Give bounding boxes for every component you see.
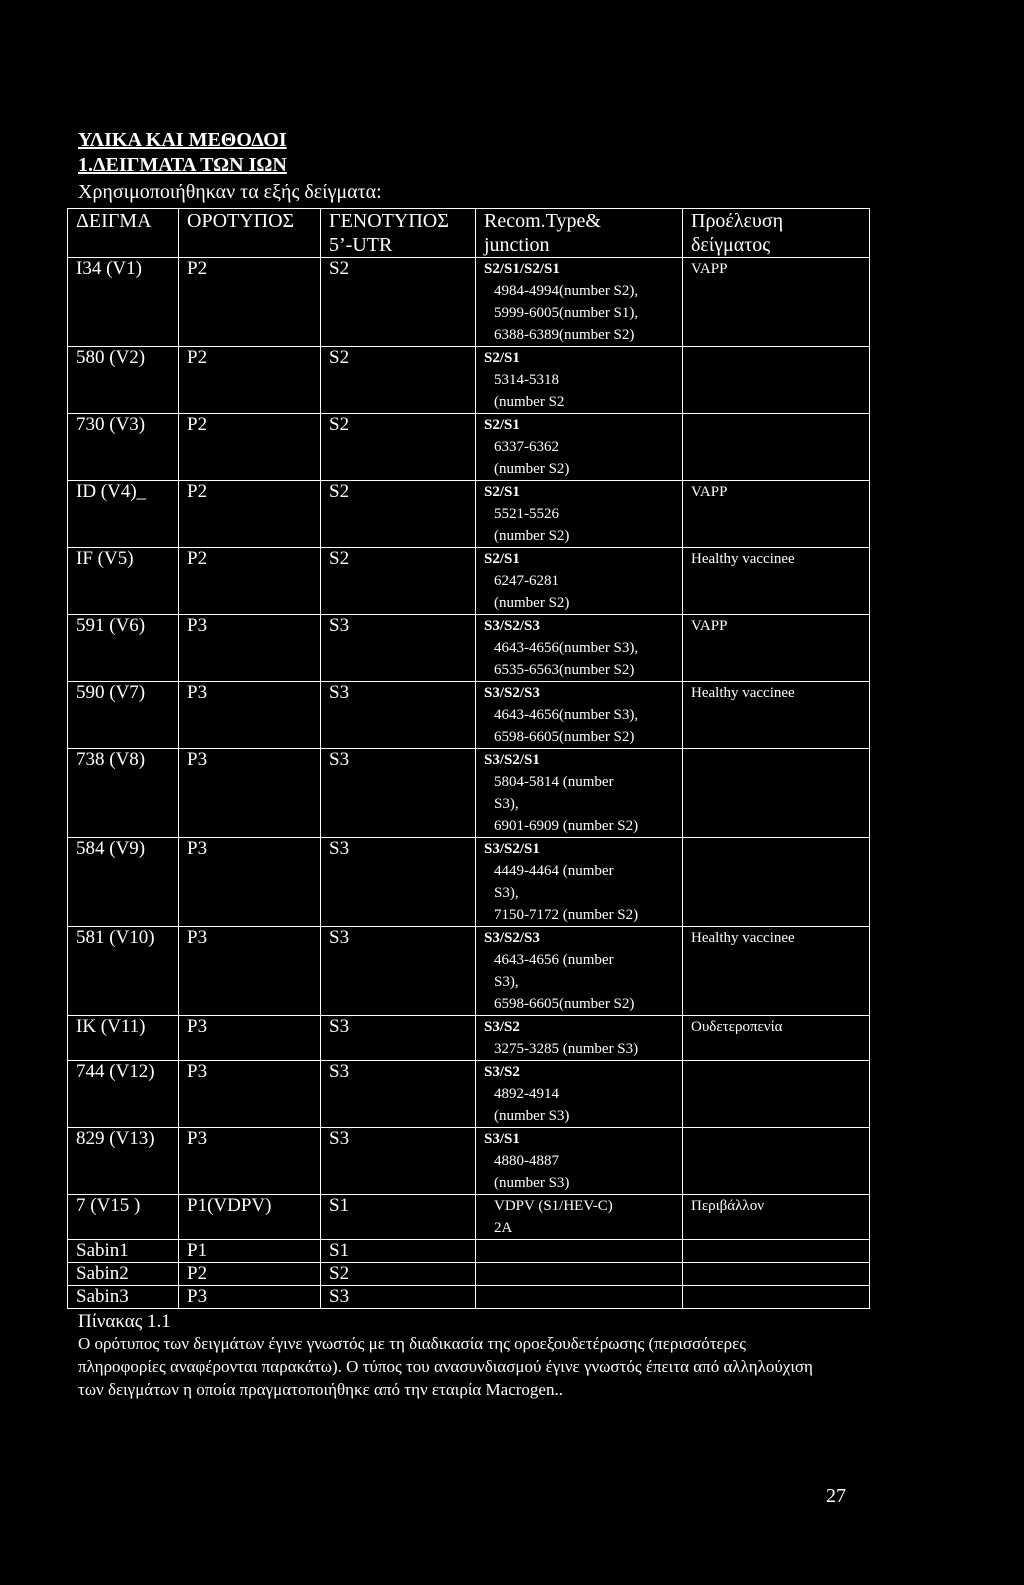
cell-sample: 584 (V9) bbox=[68, 838, 179, 927]
cell-sample: 580 (V2) bbox=[68, 347, 179, 414]
cell-genotype: S3 bbox=[321, 749, 476, 838]
table-row bbox=[68, 481, 870, 548]
table-row bbox=[68, 749, 870, 838]
cell-origin: Περιβάλλον bbox=[683, 1195, 870, 1240]
table-row bbox=[68, 1016, 870, 1061]
cell-serotype: P2 bbox=[179, 347, 321, 414]
cell-recombination bbox=[476, 927, 683, 1016]
cell-serotype: P3 bbox=[179, 615, 321, 682]
cell-serotype: P3 bbox=[179, 1286, 321, 1309]
cell-genotype: S3 bbox=[321, 1128, 476, 1195]
recombination-junction: 6247-6281 bbox=[494, 573, 559, 589]
recombination-junction: (number S2) bbox=[494, 528, 570, 544]
cell-recombination bbox=[476, 1286, 683, 1309]
recombination-type: S2/S1/S2/S1 bbox=[484, 261, 560, 277]
table-row bbox=[68, 258, 870, 347]
recombination-type: S2/S1 bbox=[484, 350, 520, 366]
recombination-junction: 5999-6005(number S1), bbox=[494, 305, 639, 321]
recombination-junction: 4643-4656(number S3), bbox=[494, 707, 639, 723]
page-number: 27 bbox=[826, 1485, 846, 1507]
cell-recombination bbox=[476, 838, 683, 927]
recombination-junction: 6388-6389(number S2) bbox=[494, 327, 635, 343]
cell-genotype: S2 bbox=[321, 548, 476, 615]
cell-recombination bbox=[476, 347, 683, 414]
cell-serotype: P2 bbox=[179, 1263, 321, 1286]
cell-sample: 738 (V8) bbox=[68, 749, 179, 838]
cell-sample: 730 (V3) bbox=[68, 414, 179, 481]
table-row bbox=[68, 347, 870, 414]
recombination-junction: (number S2) bbox=[494, 595, 570, 611]
cell-origin bbox=[683, 1240, 870, 1263]
cell-sample: 591 (V6) bbox=[68, 615, 179, 682]
recombination-junction: 4643-4656(number S3), bbox=[494, 640, 639, 656]
header-recombination bbox=[476, 209, 683, 258]
header-recombination-line1: Recom.Type& bbox=[484, 210, 601, 232]
cell-recombination bbox=[476, 414, 683, 481]
recombination-junction: 4449-4464 (number bbox=[494, 863, 614, 879]
cell-serotype: P3 bbox=[179, 1061, 321, 1128]
recombination-junction: 5521-5526 bbox=[494, 506, 559, 522]
cell-origin bbox=[683, 347, 870, 414]
table-row bbox=[68, 1240, 870, 1263]
header-genotype-line1: ΓΕΝΟΤΥΠΟΣ bbox=[329, 210, 449, 232]
cell-recombination bbox=[476, 682, 683, 749]
cell-recombination bbox=[476, 481, 683, 548]
intro-text: Χρησιμοποιήθηκαν τα εξής δείγματα: bbox=[78, 181, 382, 203]
table-row bbox=[68, 1263, 870, 1286]
cell-sample: Sabin3 bbox=[68, 1286, 179, 1309]
cell-genotype: S3 bbox=[321, 1016, 476, 1061]
recombination-junction: 6598-6605(number S2) bbox=[494, 996, 635, 1012]
recombination-type: S2/S1 bbox=[484, 551, 520, 567]
table-caption: Πίνακας 1.1 bbox=[78, 1311, 171, 1332]
cell-recombination bbox=[476, 615, 683, 682]
cell-genotype: S2 bbox=[321, 481, 476, 548]
cell-origin bbox=[683, 749, 870, 838]
table-row bbox=[68, 682, 870, 749]
cell-sample: 829 (V13) bbox=[68, 1128, 179, 1195]
cell-genotype: S3 bbox=[321, 838, 476, 927]
cell-sample: Sabin1 bbox=[68, 1240, 179, 1263]
table-row bbox=[68, 927, 870, 1016]
cell-recombination bbox=[476, 1263, 683, 1286]
recombination-junction: (number S3) bbox=[494, 1175, 570, 1191]
recombination-type: S3/S2/S3 bbox=[484, 930, 540, 946]
cell-sample: I34 (V1) bbox=[68, 258, 179, 347]
cell-genotype: S2 bbox=[321, 414, 476, 481]
recombination-junction: 4892-4914 bbox=[494, 1086, 559, 1102]
recombination-junction: 6598-6605(number S2) bbox=[494, 729, 635, 745]
recombination-junction: 7150-7172 (number S2) bbox=[494, 907, 639, 923]
table-row bbox=[68, 838, 870, 927]
cell-sample: 744 (V12) bbox=[68, 1061, 179, 1128]
samples-table bbox=[67, 208, 870, 1309]
recombination-type: S2/S1 bbox=[484, 484, 520, 500]
cell-serotype: P2 bbox=[179, 258, 321, 347]
recombination-junction: 6535-6563(number S2) bbox=[494, 662, 635, 678]
cell-origin bbox=[683, 838, 870, 927]
recombination-type: S3/S2 bbox=[484, 1019, 520, 1035]
samples-table-body bbox=[68, 258, 870, 1309]
cell-recombination bbox=[476, 1240, 683, 1263]
recombination-type: S3/S2/S3 bbox=[484, 618, 540, 634]
table-row bbox=[68, 615, 870, 682]
table-row bbox=[68, 1128, 870, 1195]
recombination-junction: S3), bbox=[494, 796, 519, 812]
cell-serotype: P2 bbox=[179, 414, 321, 481]
header-origin-line2: δείγματος bbox=[691, 234, 771, 256]
cell-genotype: S2 bbox=[321, 1263, 476, 1286]
cell-genotype: S1 bbox=[321, 1240, 476, 1263]
table-row bbox=[68, 1195, 870, 1240]
cell-recombination bbox=[476, 548, 683, 615]
recombination-junction: 5804-5814 (number bbox=[494, 774, 614, 790]
cell-sample: IF (V5) bbox=[68, 548, 179, 615]
recombination-type: S3/S1 bbox=[484, 1131, 520, 1147]
cell-origin: VAPP bbox=[683, 615, 870, 682]
recombination-junction: 6901-6909 (number S2) bbox=[494, 818, 639, 834]
cell-sample: Sabin2 bbox=[68, 1263, 179, 1286]
cell-origin bbox=[683, 1061, 870, 1128]
header-genotype bbox=[321, 209, 476, 258]
cell-recombination bbox=[476, 1016, 683, 1061]
recombination-junction: (number S2 bbox=[494, 394, 565, 410]
recombination-junction: 5314-5318 bbox=[494, 372, 559, 388]
recombination-junction: S3), bbox=[494, 974, 519, 990]
recombination-junction: (number S2) bbox=[494, 461, 570, 477]
cell-serotype: P1 bbox=[179, 1240, 321, 1263]
recombination-junction: 2A bbox=[494, 1220, 513, 1236]
cell-genotype: S3 bbox=[321, 1286, 476, 1309]
cell-serotype: P3 bbox=[179, 838, 321, 927]
table-row bbox=[68, 1286, 870, 1309]
cell-origin bbox=[683, 414, 870, 481]
cell-genotype: S3 bbox=[321, 615, 476, 682]
cell-genotype: S3 bbox=[321, 927, 476, 1016]
cell-origin: Ουδετεροπενία bbox=[683, 1016, 870, 1061]
table-row bbox=[68, 548, 870, 615]
table-note: Ο ορότυπος των δειγμάτων έγινε γνωστός με τη διαδικασία της οροεξουδετέρωσης (περισσότερες πληροφορίες αναφέρονται παρακάτω). Ο τύπος του ανασυνδιασμού έγινε γνωστός έπειτα από αλληλούχιση των δειγμάτων η οποία πραγματοποιήθηκε από την εταιρία Macrogen.. bbox=[78, 1334, 813, 1399]
subsection-heading: 1.ΔΕΙΓΜΑΤΑ ΤΩΝ ΙΩΝ bbox=[78, 154, 287, 176]
cell-origin bbox=[683, 1263, 870, 1286]
cell-genotype: S3 bbox=[321, 682, 476, 749]
recombination-junction: S3), bbox=[494, 885, 519, 901]
recombination-type: S3/S2/S3 bbox=[484, 685, 540, 701]
cell-serotype: P3 bbox=[179, 682, 321, 749]
header-recombination-line2: junction bbox=[484, 234, 550, 256]
cell-serotype: P3 bbox=[179, 1128, 321, 1195]
recombination-junction: 3275-3285 (number S3) bbox=[494, 1041, 639, 1057]
cell-sample: 581 (V10) bbox=[68, 927, 179, 1016]
cell-genotype: S2 bbox=[321, 258, 476, 347]
table-row bbox=[68, 1061, 870, 1128]
recombination-type: S3/S2/S1 bbox=[484, 752, 540, 768]
recombination-junction: 4880-4887 bbox=[494, 1153, 559, 1169]
recombination-type: S3/S2/S1 bbox=[484, 841, 540, 857]
cell-recombination bbox=[476, 749, 683, 838]
header-genotype-line2: 5’-UTR bbox=[329, 234, 393, 256]
cell-genotype: S1 bbox=[321, 1195, 476, 1240]
cell-origin: VAPP bbox=[683, 258, 870, 347]
section-heading: ΥΛΙΚΑ ΚΑΙ ΜΕΘΟΔΟΙ bbox=[78, 129, 287, 151]
header-origin bbox=[683, 209, 870, 258]
cell-sample: IK (V11) bbox=[68, 1016, 179, 1061]
cell-recombination bbox=[476, 1128, 683, 1195]
cell-recombination bbox=[476, 1195, 683, 1240]
cell-recombination bbox=[476, 1061, 683, 1128]
cell-serotype: P3 bbox=[179, 749, 321, 838]
recombination-type: VDPV (S1/HEV-C) bbox=[494, 1198, 613, 1214]
recombination-type: S2/S1 bbox=[484, 417, 520, 433]
header-origin-line1: Προέλευση bbox=[691, 210, 784, 232]
cell-serotype: P2 bbox=[179, 481, 321, 548]
cell-sample: ID (V4)_ bbox=[68, 481, 179, 548]
cell-origin: Healthy vaccinee bbox=[683, 682, 870, 749]
cell-recombination bbox=[476, 258, 683, 347]
cell-genotype: S3 bbox=[321, 1061, 476, 1128]
header-sample: ΔΕΙΓΜΑ bbox=[68, 209, 179, 258]
cell-serotype: P3 bbox=[179, 1016, 321, 1061]
recombination-type: S3/S2 bbox=[484, 1064, 520, 1080]
cell-origin bbox=[683, 1286, 870, 1309]
cell-origin: Healthy vaccinee bbox=[683, 927, 870, 1016]
cell-serotype: P2 bbox=[179, 548, 321, 615]
table-row bbox=[68, 414, 870, 481]
cell-serotype: P1(VDPV) bbox=[179, 1195, 321, 1240]
header-serotype: ΟΡΟΤΥΠΟΣ bbox=[179, 209, 321, 258]
recombination-junction: (number S3) bbox=[494, 1108, 570, 1124]
recombination-junction: 4643-4656 (number bbox=[494, 952, 614, 968]
cell-origin: VAPP bbox=[683, 481, 870, 548]
cell-serotype: P3 bbox=[179, 927, 321, 1016]
cell-sample: 590 (V7) bbox=[68, 682, 179, 749]
cell-genotype: S2 bbox=[321, 347, 476, 414]
recombination-junction: 6337-6362 bbox=[494, 439, 559, 455]
cell-origin: Healthy vaccinee bbox=[683, 548, 870, 615]
cell-origin bbox=[683, 1128, 870, 1195]
cell-sample: 7 (V15 ) bbox=[68, 1195, 179, 1240]
table-header-row bbox=[68, 209, 870, 258]
recombination-junction: 4984-4994(number S2), bbox=[494, 283, 639, 299]
